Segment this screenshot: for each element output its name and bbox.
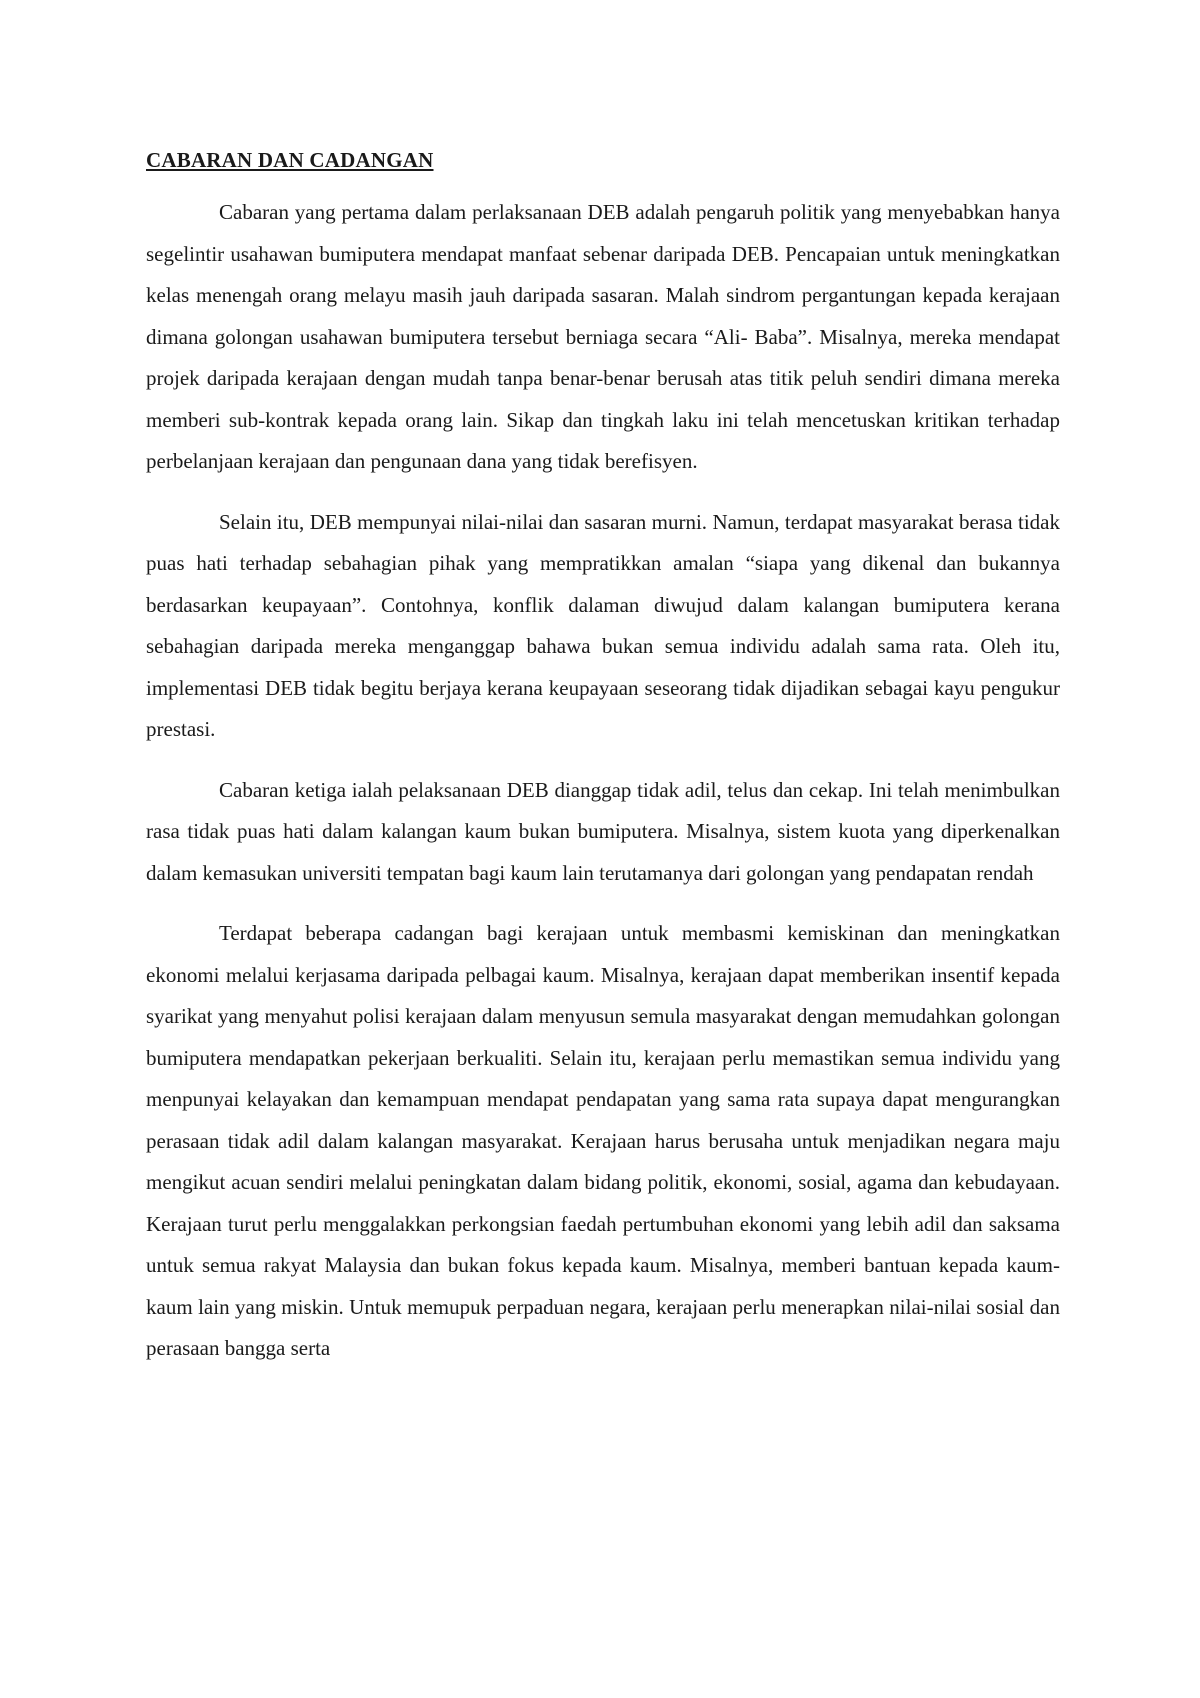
paragraph-challenge-2: Selain itu, DEB mempunyai nilai-nilai dan sasaran murni. Namun, terdapat masyarakat berasa tidak puas hati terhadap sebahagian pihak yang mempratikkan amalan “siapa yang dikenal dan bukannya berdasarkan keupayaan”. Contohnya, konflik dalaman diwujud dalam kalangan bumiputera kerana sebahagian daripada mereka menganggap bahawa bukan semua individu adalah sama rata. Oleh itu, implementasi DEB tidak begitu berjaya kerana keupayaan seseorang tidak dijadikan sebagai kayu pengukur prestasi.	[146, 509, 1060, 741]
paragraph-challenge-3: Cabaran ketiga ialah pelaksanaan DEB dianggap tidak adil, telus dan cekap. Ini telah menimbulkan rasa tidak puas hati dalam kalangan kaum bukan bumiputera. Misalnya, sistem kuota yang diperkenalkan dalam kemasukan universiti tempatan bagi kaum lain terutamanya dari golongan yang pendapatan rendah	[146, 777, 1060, 885]
paragraph-suggestions: Terdapat beberapa cadangan bagi kerajaan untuk membasmi kemiskinan dan meningkatkan ekonomi melalui kerjasama daripada pelbagai kaum. Misalnya, kerajaan dapat memberikan insentif kepada syarikat yang menyahut polisi kerajaan dalam menyusun semula masyarakat dengan memudahkan golongan bumiputera mendapatkan pekerjaan berkualiti. Selain itu, kerajaan perlu memastikan semua individu yang menpunyai kelayakan dan kemampuan mendapat pendapatan yang sama rata supaya dapat mengurangkan perasaan tidak adil dalam kalangan masyarakat. Kerajaan harus berusaha untuk menjadikan negara maju mengikut acuan sendiri melalui peningkatan dalam bidang politik, ekonomi, sosial, agama dan kebudayaan. Kerajaan turut perlu menggalakkan perkongsian faedah pertumbuhan ekonomi yang lebih adil dan saksama untuk semua rakyat Malaysia dan bukan fokus kepada kaum. Misalnya, memberi bantuan kepada kaum-kaum lain yang miskin. Untuk memupuk perpaduan negara, kerajaan perlu menerapkan nilai-nilai sosial dan perasaan bangga serta	[146, 921, 1060, 1360]
section-heading: CABARAN DAN CADANGAN	[146, 148, 434, 172]
document-body	[146, 146, 1060, 1389]
paragraph-challenge-1: Cabaran yang pertama dalam perlaksanaan DEB adalah pengaruh politik yang menyebabkan hanya segelintir usahawan bumiputera mendapat manfaat sebenar daripada DEB. Pencapaian untuk meningkatkan kelas menengah orang melayu masih jauh daripada sasaran. Malah sindrom pergantungan kepada kerajaan dimana golongan usahawan bumiputera tersebut berniaga secara “Ali- Baba”. Misalnya, mereka mendapat projek daripada kerajaan dengan mudah tanpa benar-benar berusah atas titik peluh sendiri dimana mereka memberi sub-kontrak kepada orang lain. Sikap dan tingkah laku ini telah mencetuskan kritikan terhadap perbelanjaan kerajaan dan pengunaan dana yang tidak berefisyen.	[146, 200, 1060, 473]
